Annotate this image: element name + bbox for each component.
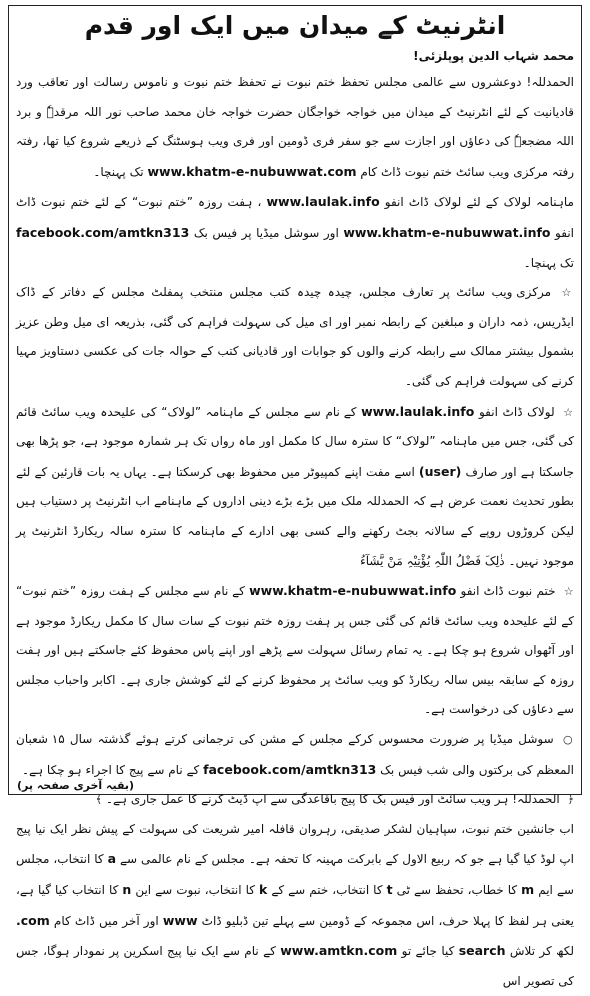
text-segment: اب جانشین ختم نبوت، سپاہیان لشکر صدیقی، رہروان قافلہ امیر شریعت کی سہولت کے پیش نظر ایک نیا پیج اپ لوڈ کیا گیا ہے جو کہ ربیع الاول کے بابرکت مہینہ کا تحفہ ہے۔ مجلس کے نام عالمی سے	[16, 821, 574, 867]
paragraph-weekly	[16, 576, 574, 725]
paragraph-sites	[16, 187, 574, 278]
letter-a: a	[107, 851, 117, 867]
link-laulak-info[interactable]: www.laulak.info	[361, 403, 475, 419]
text-segment: ، ہفت روزہ ”ختم نبوت“ کے لئے ختم نبوت ڈاٹ انفو	[16, 195, 574, 240]
author-byline: محمد شہاب الدین پوپلزئی!	[413, 49, 574, 63]
search-term: search	[458, 943, 506, 959]
star-bullet-icon: ☆	[563, 585, 574, 599]
text-segment: کیا جائے تو	[401, 944, 455, 959]
dotcom-term: .com	[16, 912, 50, 928]
text-segment: کا انتخاب، مجلس سے ایم	[16, 852, 574, 898]
letter-n: n	[122, 882, 132, 898]
paragraph-laulak	[16, 397, 574, 577]
text-segment: کے نام سے مجلس کے ہفت روزہ ”ختم نبوت“ کے لئے علیحدہ ویب سائٹ قائم کی گئی جس پر ہفت روزہ ختم نبوت کے سات سال کا مکمل ریکارڈ موجود ہے اور آٹھواں شروع ہو چکا ہے۔ یہ تمام رسائل سہولت سے پڑھے اور اپنے پاس محفوظ کئے جاسکتے ہیں اور ہفت روزہ کے سابقہ بیس سالہ ریکارڈ کو ویب سائٹ پر محفوظ کرنے کے لئے کوشش جاری ہے۔ اکابر واحباب مجلس سے دعاؤں کی درخواست ہے۔	[16, 584, 574, 717]
paragraph-main-site	[16, 278, 574, 396]
paragraph-new-page	[16, 815, 574, 996]
bracket-close-icon: ﴾	[95, 793, 103, 807]
article-page	[8, 5, 582, 988]
continued-note: (بقیہ آخری صفحہ پر)	[17, 779, 135, 792]
www-term: www	[162, 912, 198, 928]
letter-k: k	[259, 882, 268, 898]
letter-m: m	[521, 882, 535, 898]
bracket-open-icon: ﴿	[567, 793, 574, 807]
circle-bullet-icon: ○	[562, 733, 574, 747]
letter-t: t	[386, 882, 393, 898]
link-laulak-info[interactable]: www.laulak.info	[266, 194, 380, 210]
text-segment: سوشل میڈیا پر ضرورت محسوس کرکے مجلس کے مشن کی ترجمانی کرتے ہوئے گذشتہ سال ۱۵ شعبان المعظم کی برکتوں والی شب فیس بک	[16, 732, 574, 777]
link-khatm-e-nubuwwat-info[interactable]: www.khatm-e-nubuwwat.info	[249, 583, 457, 599]
link-facebook-amtkn313[interactable]: facebook.com/amtkn313	[16, 224, 190, 240]
paragraph-intro-tail: تک پہنچا۔	[93, 164, 144, 179]
star-bullet-icon: ☆	[561, 286, 574, 300]
paragraph-intro	[16, 68, 574, 187]
arabic-quote: ذٰلِکَ فَضْلُ اللّٰہِ یُؤْتِیْہِ مَنْ یَّشَآءُ	[360, 553, 505, 568]
user-term: (user)	[418, 463, 462, 479]
text-segment: کا انتخاب، ختم سے کے	[271, 883, 383, 898]
link-khatm-e-nubuwwat-com[interactable]: www.khatm-e-nubuwwat.com	[147, 163, 357, 179]
paragraph-social	[16, 725, 574, 785]
text-segment: مرکزی ویب سائٹ پر تعارف مجلس، چیدہ چیدہ کتب مجلس منتخب پمفلٹ مجلس کے دفاتر کے ڈاک ایڈریس، ذمہ داران و مبلغین کے رابطہ نمبر اور ای میل کی سہولت فراہم کی گئی، بذریعہ ای میل وطن عزیز بشمول بیشتر ممالک سے رابطہ کرنے والوں کو جوابات اور قادیانی کتب کے حوالہ جات کی عکسی دستاویز مہیا کرنے کی سہولت فراہم کی گئی۔	[16, 285, 574, 388]
article-title: انٹرنیٹ کے میدان میں ایک اور قدم	[84, 11, 506, 40]
star-bullet-icon: ☆	[563, 405, 574, 419]
text-segment: کا انتخاب کیا گیا ہے، یعنی ہر لفظ کا پہلا حرف، اس مجموعہ کے ڈومین سے پہلے تین ڈبلیو ڈاٹ	[16, 883, 574, 928]
text-segment: ماہنامہ لولاک کے لئے لولاک ڈاٹ انفو	[384, 195, 574, 210]
text-segment: ختم نبوت ڈاٹ انفو	[460, 584, 556, 599]
text-segment: کا انتخاب، نبوت سے این	[135, 883, 255, 898]
text-segment: لولاک ڈاٹ انفو	[478, 404, 555, 419]
text-segment: الحمدللہ! ہر ویب سائٹ اور فیس بک کا پیج باقاعدگی سے اپ ڈیٹ کرنے کا عمل جاری ہے۔	[105, 792, 560, 807]
link-amtkn-com[interactable]: www.amtkn.com	[280, 943, 398, 959]
text-segment: اور آخر میں ڈاٹ کام	[53, 913, 159, 928]
text-segment: کے نام سے مجلس کے ماہنامہ ”لولاک“ کی علیحدہ ویب سائٹ قائم کی گئی، جس میں ماہنامہ ”لولاک“ کا سترہ سال کا مکمل اور ماہ رواں تک ہر شمارہ موجود ہے، جو پڑھا بھی جاسکتا ہے اور صارف	[16, 404, 574, 479]
link-khatm-e-nubuwwat-info[interactable]: www.khatm-e-nubuwwat.info	[343, 224, 551, 240]
text-segment: اور سوشل میڈیا پر فیس بک	[193, 225, 339, 240]
text-segment: تک پہنچا۔	[523, 255, 574, 270]
text-segment: کے نام سے پیج کا اجراء ہو چکا ہے۔	[22, 762, 200, 777]
text-segment: کا خطاب، تحفظ سے ٹی	[396, 883, 518, 898]
paragraph-intro-text: الحمدللہ! دوعشروں سے عالمی مجلس تحفظ ختم نبوت نے تحفظ ختم نبوت و ناموس رسالت اور تعاقب ورد قادیانیت کے لئے انٹرنیٹ کے میدان میں خواجہ خواجگان حضرت خواجہ خان محمد صاحب نور اللہ مرقدہٗ و برد اللہ مضجعہٗ کی دعاؤں اور اجازت سے جو سفر فری ڈومین اور فری ویب ہوسٹنگ کے ذریعے شروع کیا تھا، رفتہ رفتہ مرکزی ویب سائٹ ختم نبوت ڈاٹ کام	[16, 75, 574, 179]
text-segment: لکھ کر تلاش	[509, 944, 574, 959]
link-facebook-amtkn313[interactable]: facebook.com/amtkn313	[203, 761, 377, 777]
text-segment: اسے مفت اپنے کمپیوٹر میں محفوظ بھی کرسکتا ہے۔ یہاں یہ بات قارئین کے لئے بطور تحدیث نعمت عرض ہے کہ الحمدللہ ملک میں بڑے بڑے دینی اداروں کے ماہنامے اب انٹرنیٹ پر دستیاب ہیں لیکن کروڑوں روپے کے سالانہ بجٹ رکھنے والے کسی بھی ادارے کے ماہنامہ کا سترہ سالہ ریکارڈ انٹرنیٹ پر موجود نہیں۔	[16, 464, 574, 568]
text-segment: کے نام سے ایک نیا پیج اسکرین پر نمودار ہوگا، جس کی تصویر اس	[16, 944, 574, 988]
